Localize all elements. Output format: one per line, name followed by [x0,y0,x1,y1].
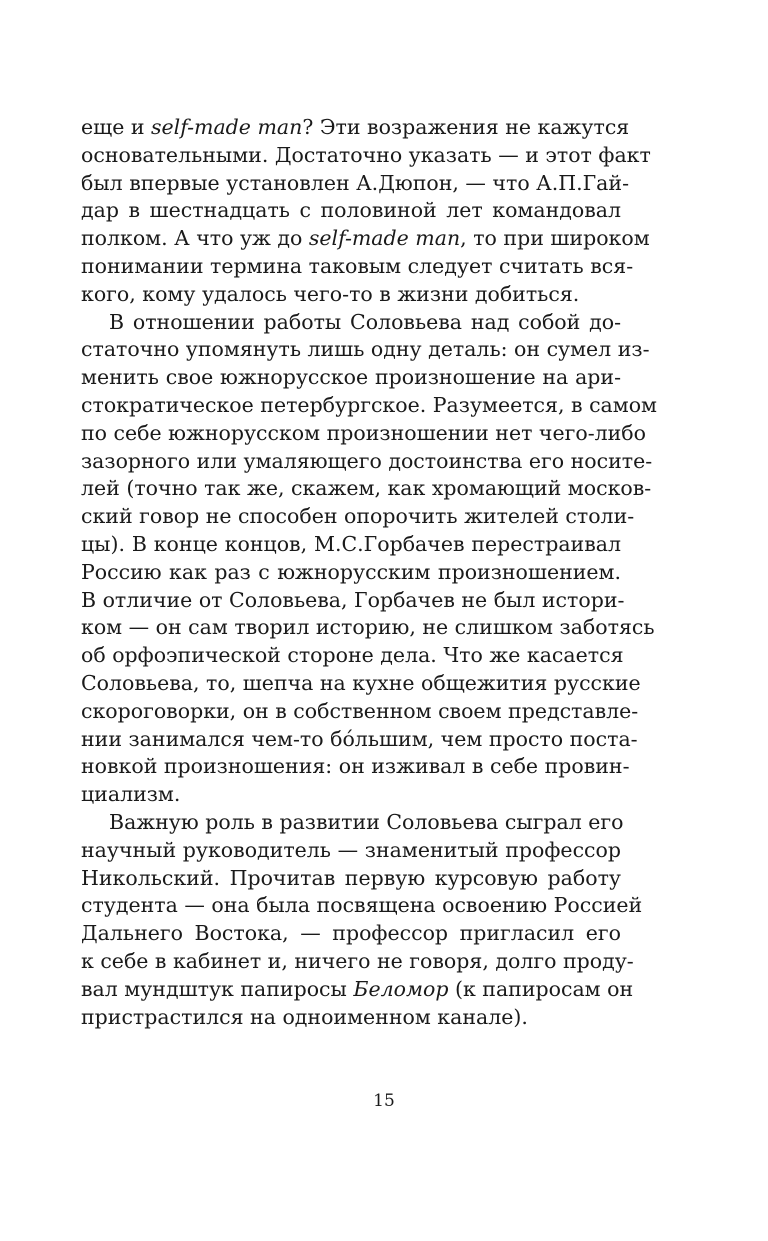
text-line [81,865,621,893]
text-line [81,614,655,642]
text-line [81,170,629,198]
text-segment: к себе в кабинет и, ничего не говоря, долго проду- [81,948,634,973]
text-segment: еще и [81,115,152,139]
text-line [81,781,621,809]
text-segment: Россию как раз с южнорусским произношением. [81,559,621,584]
text-line [81,448,653,476]
page-number: 15 [373,1091,395,1111]
text-line [81,197,621,225]
text-segment: статочно упомянуть лишь одну деталь: он сумел из- [81,337,650,362]
text-segment: Важную роль в развитии Соловьева сыграл его [109,809,624,834]
text-segment: Дальнего Востока, — профессор пригласил его [81,921,621,946]
text-line [81,698,639,726]
text-line [81,892,643,920]
text-line [81,1004,621,1032]
text-line [81,837,621,865]
text-line [81,336,650,364]
text-line [81,559,621,587]
text-line [81,726,638,754]
text-segment: был впервые установлен А.Дюпон, — что А.П.Гай- [81,170,629,195]
text-line [81,642,624,670]
text-segment: вал мундштук папиросы [81,976,354,1001]
text-line [81,225,650,253]
italic-text: self-made man [308,226,461,251]
text-segment: новкой произношения: он изживал в себе провин- [81,754,630,779]
text-line [81,587,625,615]
text-line [81,392,658,420]
text-line [81,948,634,976]
text-segment: ? Эти возражения не кажутся [302,115,630,139]
text-line [81,670,641,698]
paragraph [81,114,651,309]
text-line [81,281,621,309]
page-body [81,114,658,1031]
text-segment: менить свое южнорусское произношение на ари- [81,365,621,390]
text-segment: Соловьева, то, шепча на кухне общежития русские [81,670,641,695]
text-segment: дар в шестнадцать с половиной лет командовал [81,198,621,223]
text-line [81,753,630,781]
text-line [81,114,630,142]
italic-text: Беломор [353,976,449,1001]
text-segment: полком. А что уж до [81,226,309,251]
text-segment: нии занимался чем-то бóльшим, чем просто поста- [81,726,638,751]
text-line [81,309,621,337]
text-segment: ком — он сам творил историю, не слишком заботясь [81,615,655,640]
italic-text: self-made man [151,115,303,139]
text-segment: об орфоэпической стороне дела. Что же касается [81,643,624,668]
text-segment: стократическое петербургское. Разумеется, в самом [81,392,658,417]
text-line [81,531,621,559]
text-segment: циализм. [81,782,181,807]
text-segment: кого, кому удалось чего-то в жизни добиться. [81,281,580,306]
text-segment: основательными. Достаточно указать — и этот факт [81,142,651,167]
text-segment: лей (точно так же, скажем, как хромающий москов- [81,476,652,501]
text-line [81,920,621,948]
paragraph [81,809,643,1031]
text-segment: ский говор не способен опорочить жителей столи- [81,504,635,529]
paragraph [81,309,658,809]
text-line [81,420,646,448]
text-segment: студента — она была посвящена освоению Россией [81,893,643,918]
text-line [81,809,624,837]
text-segment: , то при широком [460,226,650,251]
text-segment: (к папиросам он [448,976,634,1001]
text-segment: В отношении работы Соловьева над собой до- [109,309,621,334]
text-line [81,253,634,281]
text-segment: скороговорки, он в собственном своем представле- [81,698,639,723]
text-segment: цы). В конце концов, М.С.Горбачев перестраивал [81,531,621,556]
text-segment: пристрастился на одноименном канале). [81,1004,528,1029]
text-segment: зазорного или умаляющего достоинства его носите- [81,448,653,473]
text-segment: научный руководитель — знаменитый профессор [81,837,621,862]
text-segment: по себе южнорусском произношении нет чего-либо [81,420,646,445]
text-segment: Никольский. Прочитав первую курсовую работу [81,865,621,890]
text-line [81,364,621,392]
text-line [81,503,635,531]
text-segment: понимании термина таковым следует считать вся- [81,253,634,278]
text-segment: В отличие от Соловьева, Горбачев не был истори- [81,587,625,612]
text-line [81,475,652,503]
text-line [81,976,634,1004]
text-line [81,142,651,170]
